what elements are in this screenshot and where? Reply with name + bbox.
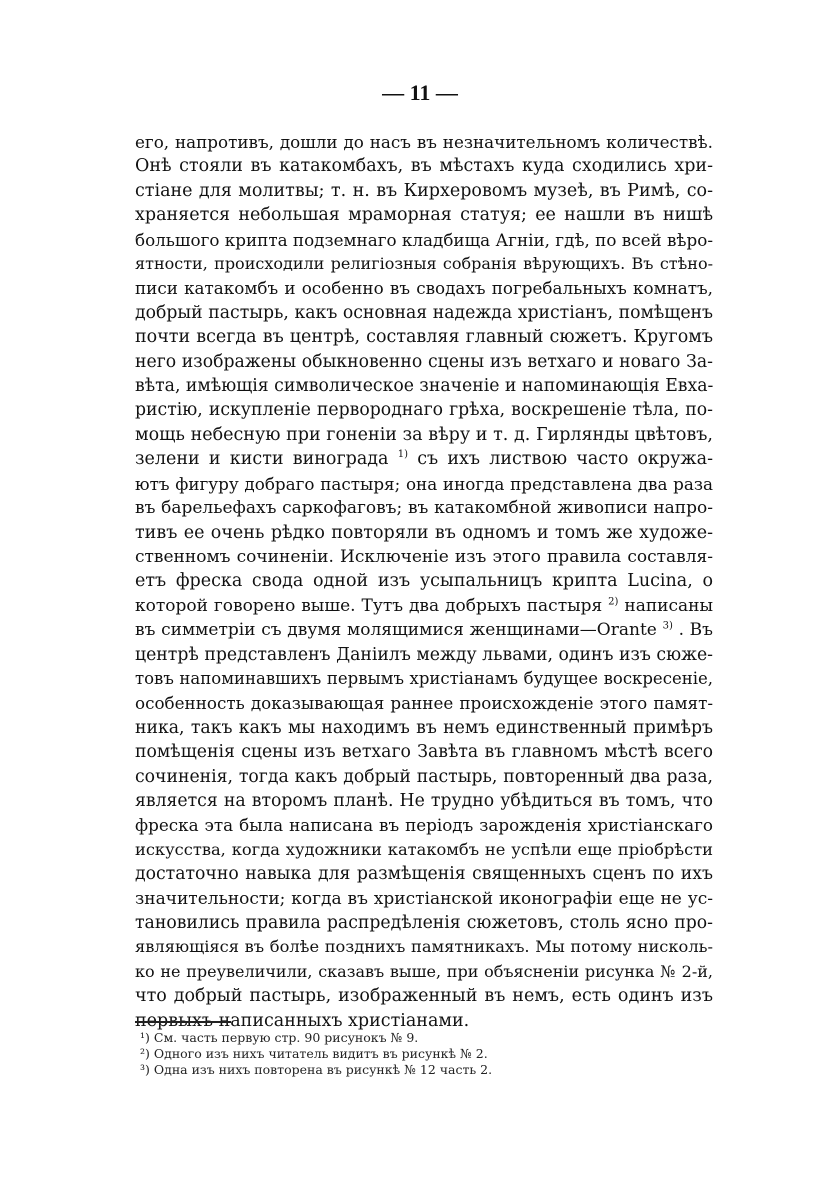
text-line [135, 618, 713, 642]
text-line: сочиненія, тогда какъ добрый пастырь, повторенный два раза, [135, 766, 713, 787]
text-line: его, напротивъ, дошли до насъ въ незначительномъ количествѣ. [135, 132, 713, 152]
text-line: первыхъ написанныхъ христіанами. [135, 1010, 470, 1031]
text-line: искусства, когда художники катакомбъ не успѣли еще пріобрѣсти [135, 839, 713, 859]
footnote [140, 1030, 620, 1046]
text-line: писи катакомбъ и особенно въ сводахъ погребальныхъ комнатъ, [135, 278, 713, 299]
text-segment: которой говорено выше. Тутъ два добрыхъ пастыря [135, 595, 603, 616]
text-line [135, 447, 713, 471]
text-line: етъ фреска свода одной изъ усыпальницъ крипта Lucina, о [135, 571, 713, 592]
text-line: почти всегда въ центрѣ, составляя главный сюжетъ. Кругомъ [135, 327, 713, 348]
text-line: особенность доказывающая раннее происхожденіе этого памят- [135, 693, 713, 714]
text-line: ютъ фигуру добраго пастыря; она иногда представлена два раза [135, 473, 713, 494]
footnote-text: Одного изъ нихъ читатель видитъ въ рисункѣ № 2. [153, 1046, 488, 1061]
text-line: храняется небольшая мраморная статуя; ее нашли въ нишѣ [135, 205, 713, 226]
text-line: фреска эта была написана въ періодъ зарожденія христіанскаго [135, 815, 713, 836]
text-line [135, 594, 713, 618]
text-line: достаточно навыка для размѣщенія священныхъ сценъ по ихъ [135, 864, 713, 885]
text-line: тановились правила распредѣленія сюжетовъ, столь ясно про- [135, 913, 713, 933]
text-line: ника, такъ какъ мы находимъ въ немъ единственный примѣръ [135, 717, 713, 738]
text-segment: зелени и кисти винограда [135, 449, 389, 470]
page-number: — 11 — [382, 80, 458, 105]
text-line: является на второмъ планѣ. Не трудно убѣдиться въ томъ, что [135, 790, 713, 811]
text-line: ственномъ сочиненіи. Исключеніе изъ этого правила составля- [135, 546, 713, 567]
text-segment: . Въ [678, 620, 713, 641]
text-line: являющіяся въ болѣе позднихъ памятникахъ. Мы потому нисколь- [135, 937, 713, 957]
footnotes [140, 1030, 620, 1078]
text-line: добрый пастырь, какъ основная надежда христіанъ, помѣщенъ [135, 302, 713, 323]
text-line: ристію, искупленіе первороднаго грѣха, воскрешеніе тѣла, по- [135, 400, 713, 421]
text-line: значительности; когда въ христіанской иконографіи еще не ус- [135, 888, 713, 909]
text-line: мощь небесную при гоненіи за вѣру и т. д. Гирлянды цвѣтовъ, [135, 424, 713, 445]
text-line: него изображены обыкновенно сцены изъ ветхаго и новаго За- [135, 351, 713, 372]
text-line: стіане для молитвы; т. н. въ Кирхеровомъ музеѣ, въ Римѣ, со- [135, 180, 713, 201]
footnote-ref-1: 1) [397, 449, 408, 461]
footnote [140, 1046, 620, 1062]
text-segment: съ ихъ листвою часто окружа- [417, 449, 713, 470]
text-line: ятности, происходили религіозныя собранія вѣрующихъ. Въ стѣно- [135, 254, 713, 274]
footnote-ref-3: 3) [662, 620, 673, 632]
text-line: товъ напоминавшихъ первымъ христіанамъ будущее воскресеніе, [135, 668, 713, 688]
text-line: вѣта, имѣющія символическое значеніе и напоминающія Евха- [135, 376, 714, 397]
text-line: въ барельефахъ саркофаговъ; въ катакомбной живописи напро- [135, 498, 713, 519]
text-segment: въ симметріи съ двумя молящимися женщинами—Orante [135, 620, 657, 641]
footnote-text: См. часть первую стр. 90 рисунокъ № 9. [153, 1030, 419, 1045]
text-segment: написаны [624, 595, 714, 616]
text-line: что добрый пастырь, изображенный въ немъ, есть одинъ изъ [135, 986, 713, 1007]
text-line: Онѣ стояли въ катакомбахъ, въ мѣстахъ куда сходились хри- [135, 156, 713, 177]
footnote-ref-2: 2) [608, 596, 619, 608]
text-line: тивъ ее очень рѣдко повторяли въ одномъ и томъ же художе- [135, 522, 713, 543]
text-line: помѣщенія сцены изъ ветхаго Завѣта въ главномъ мѣстѣ всего [135, 742, 713, 763]
text-line: ко не преувеличили, сказавъ выше, при объясненіи рисунка № 2-й, [135, 961, 713, 981]
text-line: большого крипта подземнаго кладбища Агніи, гдѣ, по всей вѣро- [135, 229, 713, 250]
footnote-mark: ¹) [140, 1030, 150, 1045]
footnote-divider [135, 1021, 231, 1023]
footnote-text: Одна изъ нихъ повторена въ рисункѣ № 12 часть 2. [153, 1062, 493, 1077]
body-text [135, 130, 713, 1033]
footnote-mark: ²) [140, 1046, 150, 1061]
footnote-mark: ³) [140, 1062, 150, 1077]
footnote [140, 1062, 620, 1078]
text-line: центрѣ представленъ Даніилъ между львами, одинъ изъ сюже- [135, 644, 713, 665]
